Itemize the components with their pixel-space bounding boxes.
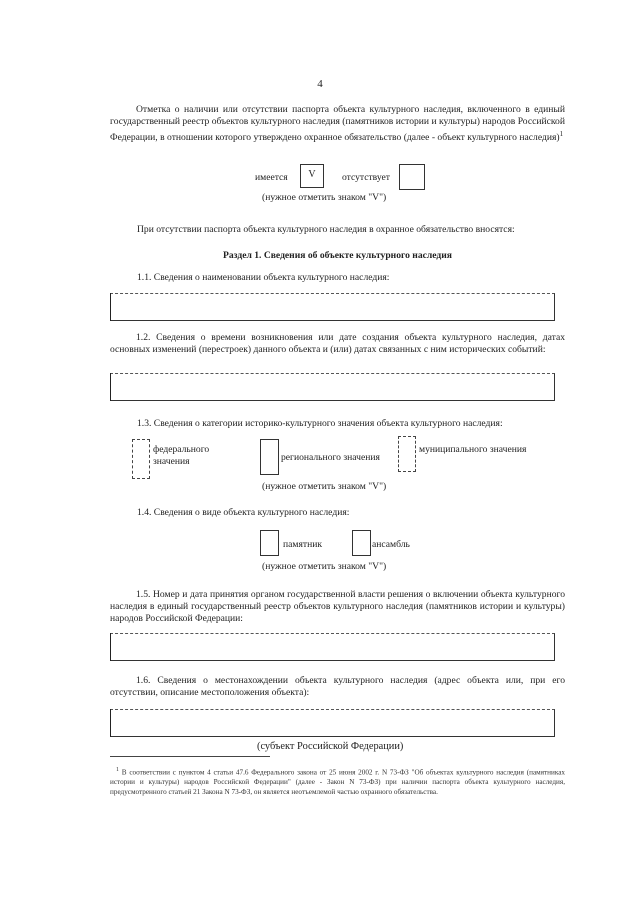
ensemble-label: ансамбль xyxy=(372,539,410,550)
federal-label xyxy=(153,444,209,468)
item-1-2-label: 1.2. Сведения о времени возникновения или дате создания объекта культурного наследия, датах основных изменений (перестроек) данного объекта и (или) датах связанных с ним исторических событий: xyxy=(110,332,565,356)
federal-label-line2: значения xyxy=(153,456,190,468)
type-mark-hint: (нужное отметить знаком "V") xyxy=(262,561,387,572)
ensemble-checkbox[interactable] xyxy=(352,530,371,556)
page-number: 4 xyxy=(317,78,323,90)
item-1-1-label: 1.1. Сведения о наименовании объекта культурного наследия: xyxy=(137,272,390,283)
dates-field[interactable] xyxy=(110,373,555,401)
footnote-text: В соответствии с пунктом 4 статьи 47.6 Федерального закона от 25 июня 2002 г. N 73-ФЗ "Об объектах культурного наследия (памятниках истории и культуры) народов Российской Федерации" (далее - Закон N 73-ФЗ) при наличии паспорта объекта культурного наследия, предусмотренного статьей 21 Закона N 73-ФЗ, он является неотъемлемой частью охранного обязательства. xyxy=(110,768,566,796)
option-present-checkbox[interactable] xyxy=(300,164,324,188)
category-mark-hint: (нужное отметить знаком "V") xyxy=(262,481,387,492)
footnote-reference: 1 xyxy=(559,130,564,139)
municipal-label: муниципального значения xyxy=(419,444,527,455)
absence-note: При отсутствии паспорта объекта культурного наследия в охранное обязательство вносятся: xyxy=(137,224,515,235)
item-1-3-label: 1.3. Сведения о категории историко-культурного значения объекта культурного наследия: xyxy=(137,418,503,429)
footnote-marker: 1 xyxy=(116,767,119,773)
monument-checkbox[interactable] xyxy=(260,530,279,556)
monument-label: памятник xyxy=(283,539,322,550)
decision-field[interactable] xyxy=(110,633,555,661)
option-absent-label: отсутствует xyxy=(342,172,390,183)
item-1-5-label: 1.5. Номер и дата принятия органом государственной власти решения о включении объекта культурного наследия в единый государственный реестр объектов культурного наследия (памятников истории и культуры) народов Российской Федерации: xyxy=(110,589,565,625)
passport-note-text: Отметка о наличии или отсутствии паспорта объекта культурного наследия, включенного в единый государственный реестр объектов культурного наследия (памятников истории и культуры) народов Российской Федерации, в отношении которого утверждено охранное обязательство (далее - объект культурного наследия) xyxy=(110,104,565,144)
regional-label: регионального значения xyxy=(281,452,380,463)
federal-checkbox[interactable] xyxy=(132,439,150,479)
item-1-6-label: 1.6. Сведения о местонахождении объекта культурного наследия (адрес объекта или, при его отсутствии, описание местоположения объекта): xyxy=(110,675,565,699)
passport-note-paragraph xyxy=(110,104,565,145)
footnote-divider xyxy=(110,756,270,757)
name-field[interactable] xyxy=(110,293,555,321)
checkmark: V xyxy=(308,169,316,180)
subject-caption: (субъект Российской Федерации) xyxy=(257,741,404,752)
option-present-label: имеется xyxy=(255,172,288,183)
item-1-4-label: 1.4. Сведения о виде объекта культурного наследия: xyxy=(137,507,350,518)
federal-label-line1: федерального xyxy=(153,444,210,455)
mark-hint: (нужное отметить знаком "V") xyxy=(262,192,387,203)
footnote xyxy=(110,766,565,797)
regional-checkbox[interactable] xyxy=(260,439,279,475)
municipal-checkbox[interactable] xyxy=(398,436,416,472)
section-title: Раздел 1. Сведения об объекте культурного наследия xyxy=(223,250,452,261)
location-field[interactable] xyxy=(110,709,555,737)
option-absent-checkbox[interactable] xyxy=(399,164,425,190)
